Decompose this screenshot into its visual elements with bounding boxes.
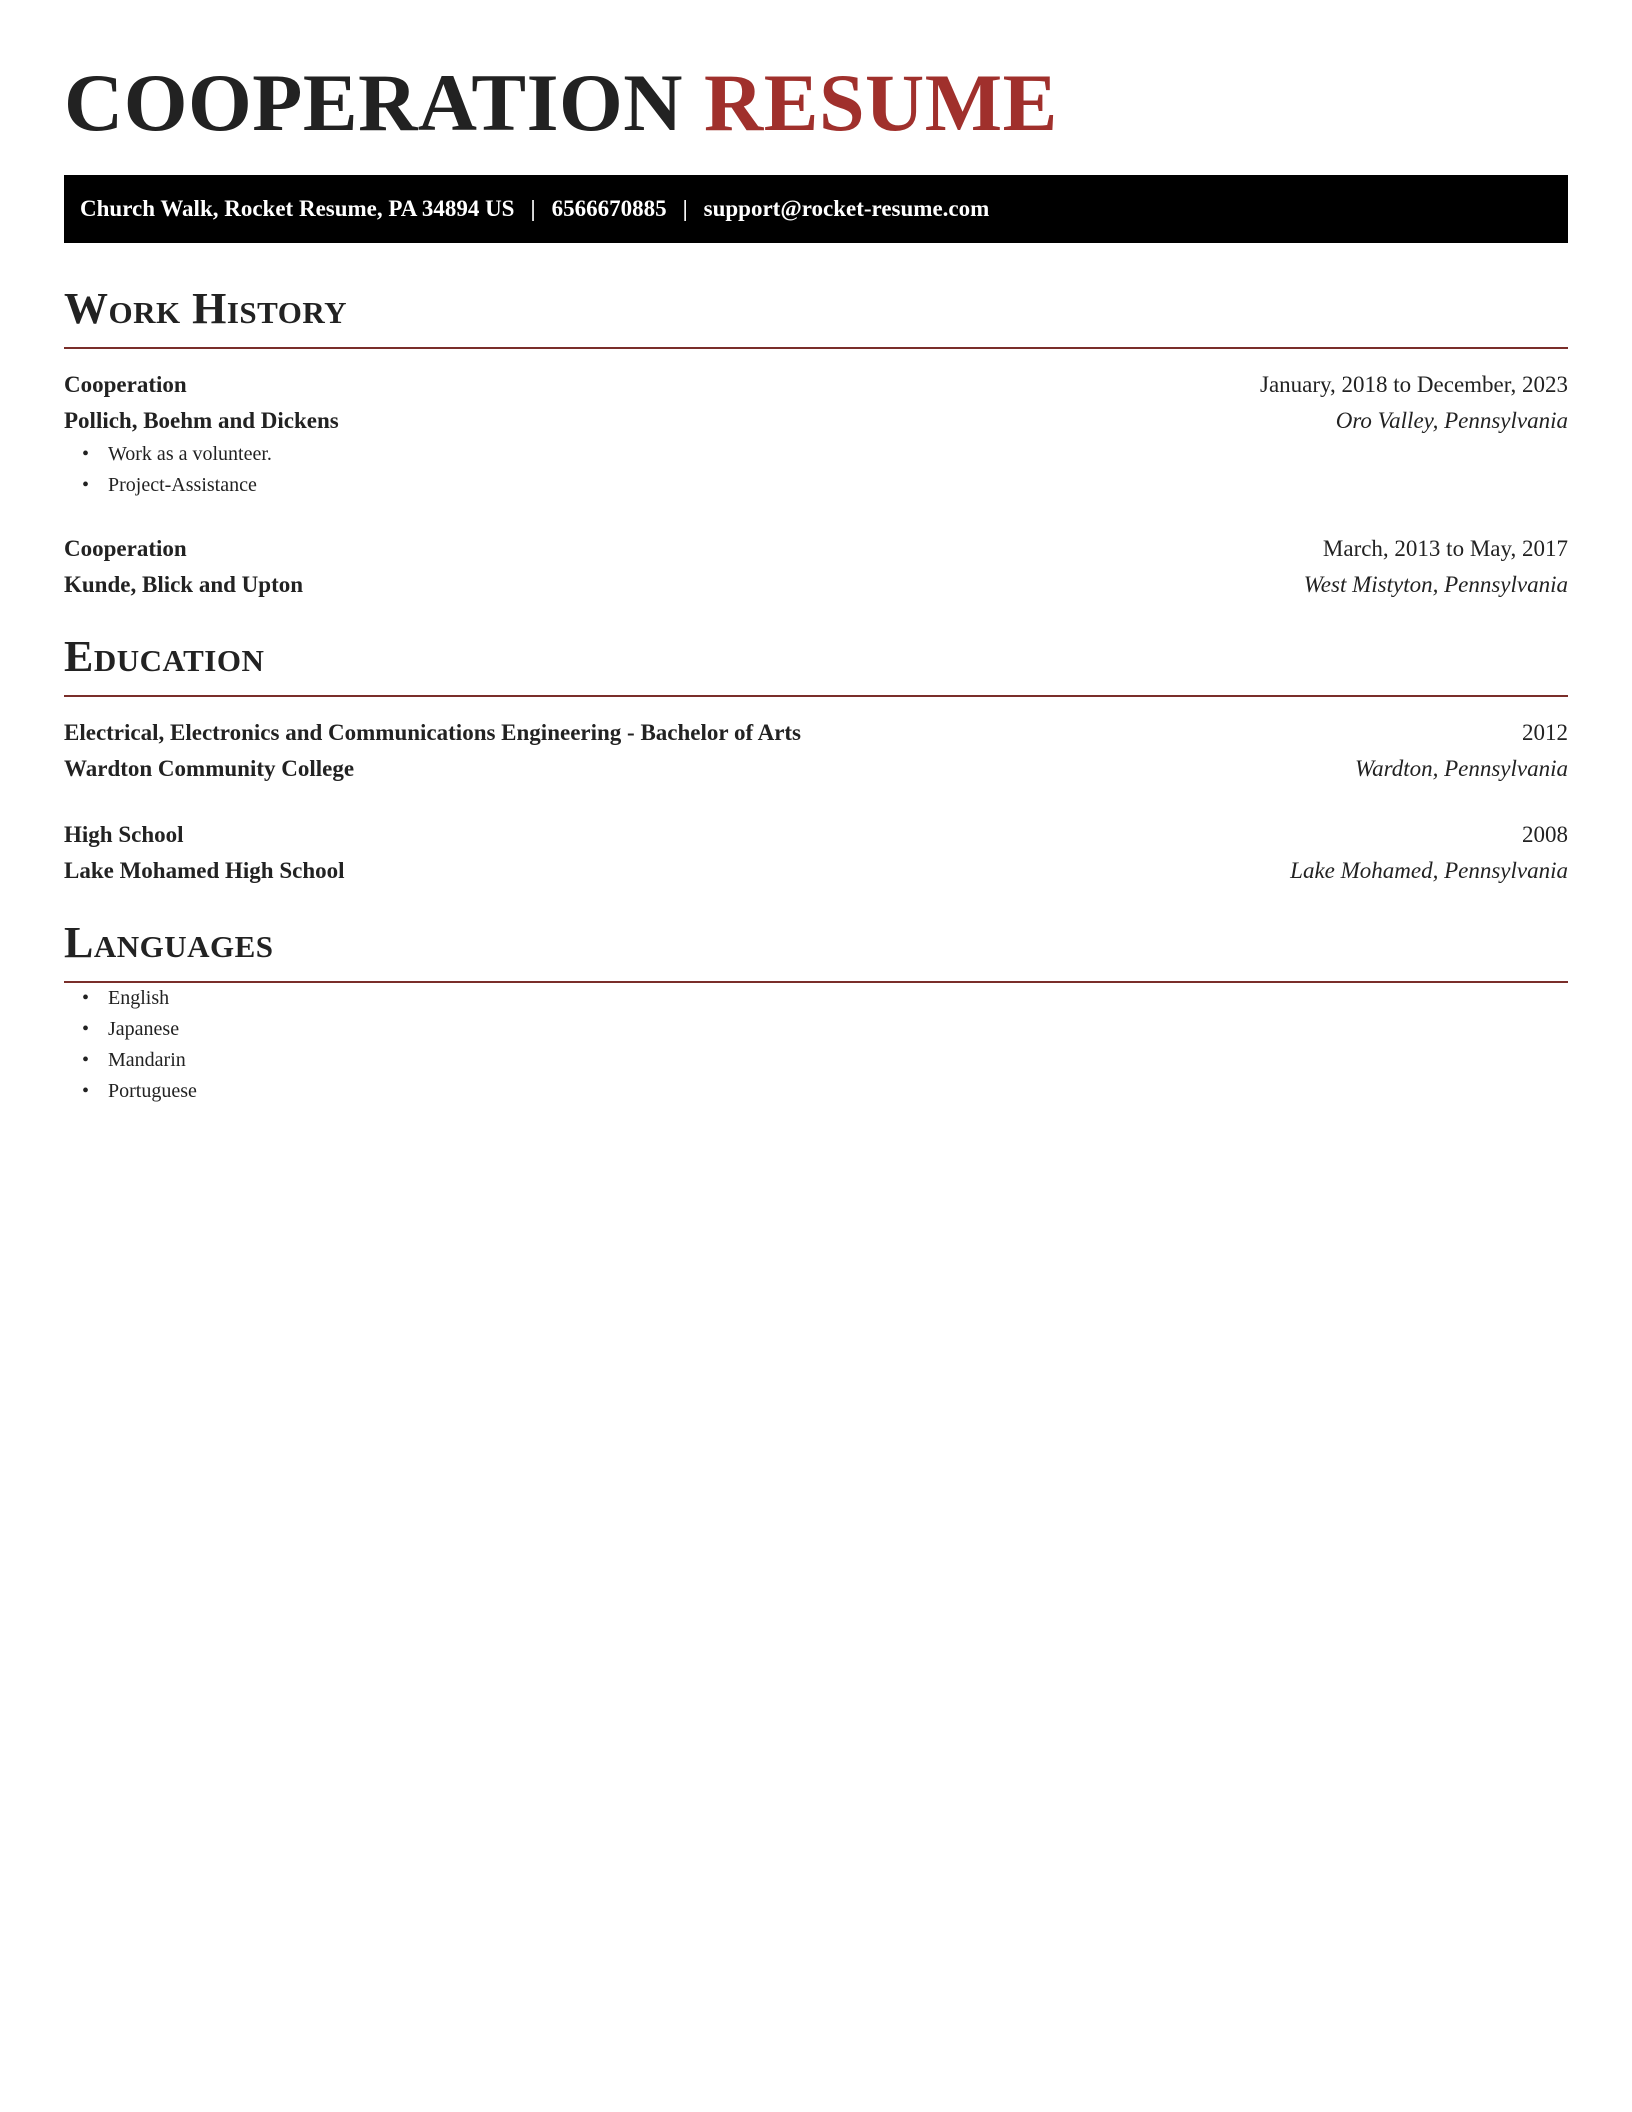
job-role: Cooperation: [64, 372, 187, 397]
education-location: Wardton, Pennsylvania: [1355, 756, 1568, 781]
contact-separator: |: [530, 196, 536, 221]
section-title-languages: Languages: [64, 918, 274, 967]
language-item: • English: [108, 983, 1568, 1014]
education-school: Lake Mohamed High School: [64, 858, 345, 883]
education-header-row: [64, 817, 1568, 853]
education-section: [64, 633, 1568, 889]
job-header-row: [64, 531, 1568, 567]
job-bullet: • Work as a volunteer.: [108, 439, 1568, 470]
education-school: Wardton Community College: [64, 756, 355, 781]
section-divider: [64, 347, 1568, 349]
languages-list: [64, 983, 1568, 1107]
contact-separator: |: [682, 196, 688, 221]
contact-address: Church Walk, Rocket Resume, PA 34894 US: [80, 196, 515, 221]
language-item: • Mandarin: [108, 1045, 1568, 1076]
education-entry: [64, 715, 1568, 787]
job-entry: [64, 367, 1568, 501]
contact-bar: [64, 175, 1568, 243]
job-bullet: • Project-Assistance: [108, 470, 1568, 501]
languages-section: [64, 919, 1568, 1107]
job-company: Pollich, Boehm and Dickens: [64, 408, 339, 433]
contact-email: support@rocket-resume.com: [703, 196, 990, 221]
education-entry: [64, 817, 1568, 889]
job-company: Kunde, Blick and Upton: [64, 572, 304, 597]
language-item: • Portuguese: [108, 1076, 1568, 1107]
section-title-education: Education: [64, 632, 265, 681]
job-location: West Mistyton, Pennsylvania: [1303, 572, 1568, 597]
education-year: 2012: [1522, 720, 1568, 745]
education-degree: Electrical, Electronics and Communications Engineering - Bachelor of Arts: [64, 720, 802, 745]
contact-phone: 6566670885: [551, 196, 667, 221]
section-divider: [64, 695, 1568, 697]
job-company-row: [64, 403, 1568, 439]
name-first: COOPERATION: [64, 57, 684, 148]
job-bullet-list: [64, 439, 1568, 501]
education-location: Lake Mohamed, Pennsylvania: [1290, 858, 1568, 883]
language-item: • Japanese: [108, 1014, 1568, 1045]
education-year: 2008: [1522, 822, 1568, 847]
section-title-work-history: Work History: [64, 284, 348, 333]
job-entry: [64, 531, 1568, 603]
job-company-row: [64, 567, 1568, 603]
name-last: RESUME: [704, 57, 1058, 148]
job-role: Cooperation: [64, 536, 187, 561]
job-dates: January, 2018 to December, 2023: [1260, 372, 1568, 397]
job-dates: March, 2013 to May, 2017: [1322, 536, 1568, 561]
resume-name: [64, 52, 1568, 154]
education-school-row: [64, 853, 1568, 889]
job-header-row: [64, 367, 1568, 403]
education-degree: High School: [64, 822, 184, 847]
work-history-section: [64, 285, 1568, 603]
job-location: Oro Valley, Pennsylvania: [1335, 408, 1568, 433]
education-header-row: [64, 715, 1568, 751]
education-school-row: [64, 751, 1568, 787]
